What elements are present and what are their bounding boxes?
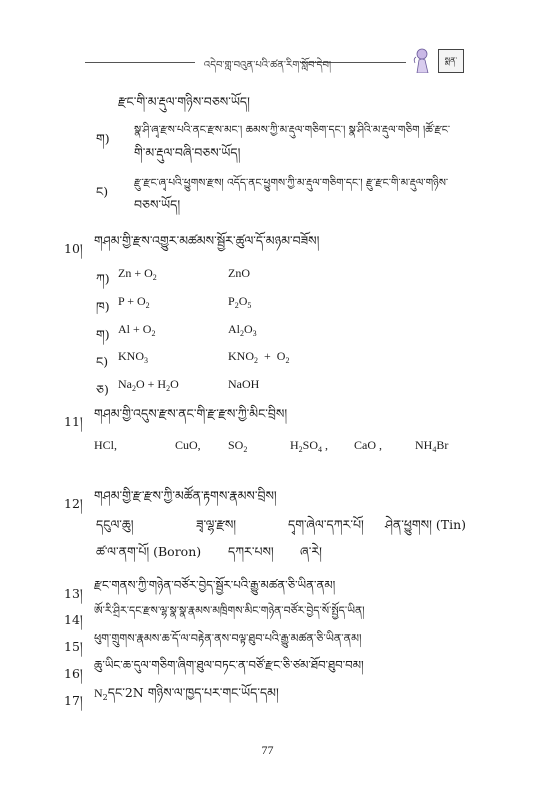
equation-label: ཀ)	[96, 271, 110, 286]
question-text: ཨོ་རི་ཤྲིར་དང་རྫས་ལྷ་སྣ་སྣ་རྣམས་མཁྲིགས་མིང་གཉེན་བཙོར་བྱེད་སོ་སྤྱོད་ཡིན།	[94, 604, 365, 617]
equation-reactants: $KNO_3$	[118, 349, 148, 365]
question-number: 12།	[64, 496, 83, 511]
element-name: དྭག་ཞེལ་དཀར་པོ།	[288, 517, 364, 532]
equation-products: $Al_2O_3$	[228, 322, 257, 338]
formula: $NH_4Br$	[415, 438, 449, 454]
question-number: 17།	[64, 693, 83, 708]
question-text: གཤམ་གྱི་རྫ་རྫས་ཀྱི་མཚོན་རྟགས་རྣམས་བྲིས།	[94, 488, 277, 503]
equation-reactants: $Al + O_2$	[118, 322, 156, 338]
question-number: 10།	[64, 241, 83, 256]
formula: CuO,	[175, 438, 201, 452]
element-name: དཀར་པས།	[228, 544, 274, 559]
question-text: ཆུ་ཡིང་ཆ་དུལ་གཅིག་ཞིག་ཐུལ་བཏང་ན་བཙོ་རྫང་ཅི་ཙམ་ཐོབ་ཐུབ་བམ།	[94, 658, 364, 672]
item-ga-line2: གི་མ་རྡུལ་བཞི་བཅས་ཡོད།	[134, 145, 241, 160]
equation-label: ག)	[96, 327, 110, 342]
equation-products: $P_2O_5$	[228, 294, 252, 310]
running-header: འདེབ་གླ་བའུན་པའི་ཚན་རིག་སློབ་དེབ།	[203, 60, 332, 71]
element-name: ཚ་ལ་ནག་པོ། (Boron)	[96, 544, 202, 559]
chapter-plate: སྨན་	[438, 49, 464, 73]
equation-reactants: $Zn + O_2$	[118, 266, 157, 282]
element-name: ཤེན་ཕྱུགས། (Tin)	[385, 517, 467, 532]
item-nga-line2: བཅས་ཡོད།	[134, 197, 181, 212]
formula: HCl,	[94, 438, 118, 452]
equation-label: ང)	[96, 354, 109, 369]
question-number: 15།	[64, 639, 83, 654]
chapter-badge	[412, 47, 464, 73]
item-ga-line1: སྣ་ཤི་ཞྭ་རྫས་པའི་ནང་རྫས་མང་། ཆམས་ཀྱི་མ་རྡུལ་གཅིག་དང་། སྣ་ཤིའི་མ་རྡུལ་གཅིག །ཚོ་རྫང་	[134, 124, 451, 136]
equation-products: NaOH	[228, 377, 260, 391]
cartoon-figure-icon	[412, 47, 436, 73]
question-text: རྫང་གནས་ཀྱི་གཉེན་བཙོར་བྱེད་སྦྱོར་པའི་རྒྱུ་མཚན་ཅི་ཡིན་ནམ།	[94, 578, 336, 592]
formula: $H_2SO_4$ ,	[290, 438, 329, 454]
formula: CaO ,	[354, 438, 382, 452]
equation-label: ཁ)	[96, 299, 110, 314]
equation-products: $KNO_2 + O_2$	[228, 349, 290, 365]
item-ga-label: ག)	[96, 131, 110, 146]
question-text: ཕུག་གྲུགས་རྣམས་ཆ་དོ་ལ་བརྟེན་ནས་བལྟ་ཐུབ་པའི་རྒྱུ་མཚན་ཅི་ཡིན་ནམ།	[94, 632, 362, 645]
intro-line: རྫང་གི་མ་རྡུལ་གཉིས་བཅས་ཡོད།	[118, 94, 250, 109]
equation-reactants: $Na_2O + H_2O$	[118, 377, 179, 393]
element-name: ཟྭ་ལྷ་རྫས།	[196, 517, 237, 532]
equation-products: ZnO	[228, 266, 250, 280]
equation-reactants: $P + O_2$	[118, 294, 150, 310]
question-number: 13།	[64, 586, 83, 601]
question-text: གཤམ་གྱི་རྫས་འགྱུར་མཚམས་སྦྱོར་ཚུལ་དོ་མཉམ་བཟོས།	[94, 233, 320, 248]
item-nga-line1: རྫུ་རྫང་ཞྭ་པའི་ཕྱུགས་རྫས། འདོད་ནང་ཕྱུགས་ཀྱི་མ་རྡུལ་གཅིག་དང་། རྫུ་རྫང་གི་མ་རྡུལ་གཉིས་	[134, 177, 449, 189]
page-number: 77	[261, 743, 274, 757]
question-text: $N_2དང་2N$ གཉིས་ལ་ཁྱད་པར་གང་ཡོད་དམ།	[94, 685, 279, 702]
question-number: 11།	[64, 414, 83, 429]
element-name: དངུལ་ཆུ།	[96, 517, 134, 532]
equation-label: ཅ)	[96, 382, 109, 397]
question-text: གཤམ་གྱི་འདུས་རྫས་ནང་གི་རྫ་རྫས་ཀྱི་མིང་བྲིས།	[94, 406, 288, 421]
question-number: 16།	[64, 666, 83, 681]
formula: $SO_2$	[228, 438, 248, 454]
item-nga-label: ང)	[96, 184, 109, 199]
element-name: ཞ་རེ།	[300, 544, 322, 559]
question-number: 14།	[64, 612, 83, 627]
